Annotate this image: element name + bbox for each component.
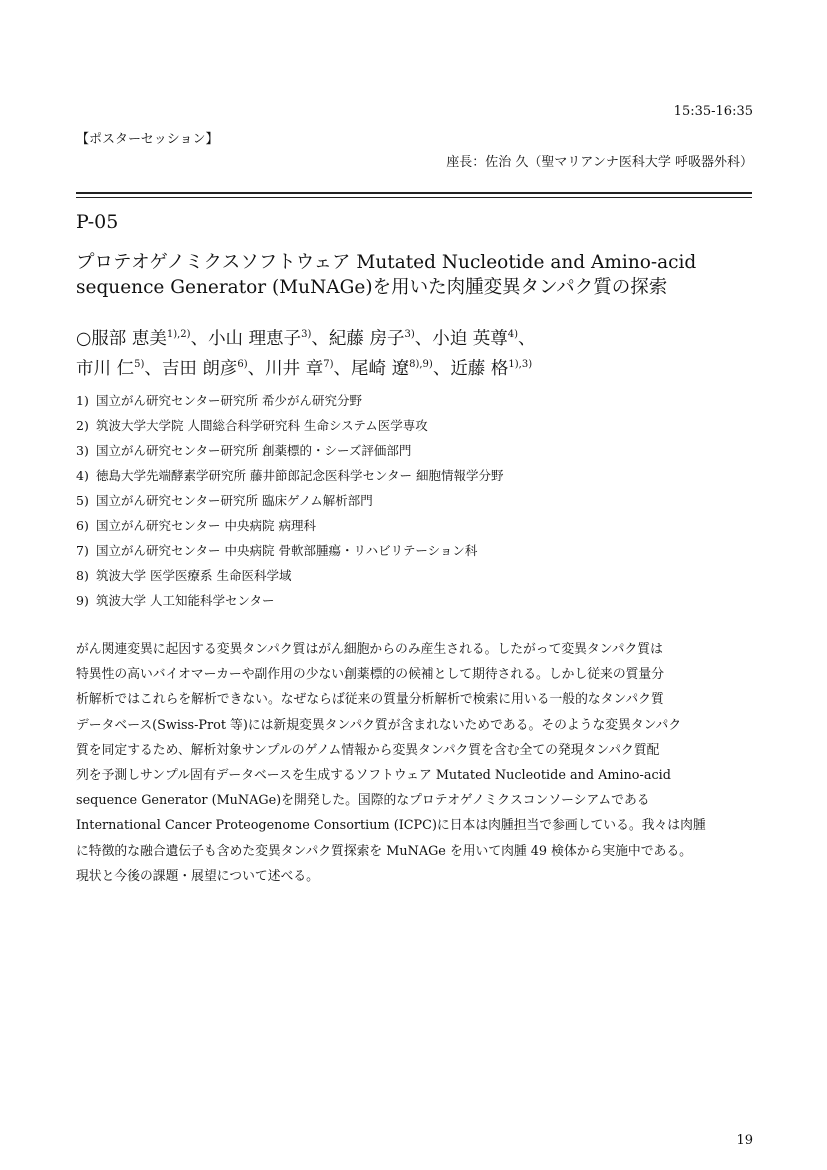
author-affiliation-ref: 4) <box>507 329 519 340</box>
chairperson: 座長：佐治 久（聖マリアンナ医科大学 呼吸器外科） <box>446 155 753 170</box>
affiliation-text: 筑波大学 人工知能科学センター <box>96 593 275 608</box>
affiliation-number: 3) <box>76 443 89 458</box>
affiliation-text: 徳島大学先端酵素学研究所 藤井節郎記念医科学センター 細胞情報学分野 <box>96 468 504 483</box>
author-name: ○服部 恵美 <box>76 329 167 349</box>
author-list <box>76 322 766 382</box>
author-name: 尾崎 遼 <box>351 359 410 379</box>
abstract-line: 質を同定するため、解析対象サンプルのゲノム情報から変異タンパク質を含む全ての発現タンパク質配 <box>76 742 660 758</box>
author-name: 小迫 英尊 <box>432 329 508 349</box>
author-affiliation-ref: 8),9) <box>409 359 433 370</box>
abstract-line: sequence Generator (MuNAGe)を開発した。国際的なプロテオゲノミクスコンソーシアムである <box>76 793 650 809</box>
affiliation-item <box>76 388 503 413</box>
affiliation-number: 5) <box>76 493 89 508</box>
abstract-line: データベース(Swiss-Prot 等)には新規変異タンパク質が含まれないためである。そのような変異タンパク <box>76 717 682 733</box>
affiliation-item <box>76 438 503 463</box>
author-line <box>76 352 766 382</box>
author-affiliation-ref: 3) <box>404 329 415 340</box>
abstract-line: 析解析ではこれらを解析できない。なぜならば従来の質量分析解析で検索に用いる一般的なタンパク質 <box>76 692 664 708</box>
author-separator: 、 <box>414 329 433 349</box>
session-title: 【ポスターセッション】 <box>76 132 219 147</box>
affiliation-text: 筑波大学大学院 人間総合科学研究科 生命システム医学専攻 <box>96 418 428 433</box>
affiliation-item <box>76 488 503 513</box>
session-time: 15:35-16:35 <box>673 104 753 119</box>
affiliation-item <box>76 538 503 563</box>
author-separator: 、 <box>333 359 352 379</box>
author-affiliation-ref: 1),2) <box>166 329 191 340</box>
abstract-line: 現状と今後の課題・展望について述べる。 <box>76 868 319 884</box>
author-separator: 、 <box>311 329 329 349</box>
affiliation-list <box>76 388 503 613</box>
author-affiliation-ref: 6) <box>237 359 248 370</box>
affiliation-number: 7) <box>76 543 89 558</box>
affiliation-item <box>76 463 503 488</box>
affiliation-text: 国立がん研究センター 中央病院 病理科 <box>96 518 316 533</box>
abstract-line: 列を予測しサンプル固有データベースを生成するソフトウェア Mutated Nucleotide and Amino-acid <box>76 767 671 783</box>
author-separator: 、 <box>432 359 451 379</box>
abstract-line: がん関連変異に起因する変異タンパク質はがん細胞からのみ産生される。したがって変異タンパク質は <box>76 642 663 657</box>
affiliation-number: 2) <box>76 418 89 433</box>
author-name: 紀藤 房子 <box>328 329 405 349</box>
affiliation-item <box>76 513 503 538</box>
affiliation-item <box>76 563 503 588</box>
author-separator: 、 <box>518 329 536 349</box>
author-name: 市川 仁 <box>76 359 135 379</box>
author-separator: 、 <box>144 359 162 379</box>
author-line <box>76 322 766 352</box>
affiliation-item <box>76 588 503 613</box>
abstract-line: に特徴的な融合遺伝子も含めた変異タンパク質探索を MuNAGe を用いて肉腫 49 検体から実施中である。 <box>76 843 692 859</box>
author-affiliation-ref: 7) <box>323 359 334 370</box>
page-number: 19 <box>736 1133 753 1148</box>
abstract-line: International Cancer Proteogenome Consortium (ICPC)に日本は肉腫担当で参画している。我々は肉腫 <box>76 818 706 834</box>
author-name: 吉田 朗彦 <box>161 359 238 379</box>
abstract-body <box>76 637 706 889</box>
author-name: 近藤 格 <box>450 359 509 379</box>
author-affiliation-ref: 1),3) <box>508 359 533 370</box>
divider-thick <box>76 192 752 194</box>
author-affiliation-ref: 3) <box>301 329 312 340</box>
author-separator: 、 <box>190 329 209 349</box>
affiliation-number: 4) <box>76 468 89 483</box>
affiliation-item <box>76 413 503 438</box>
affiliation-text: 国立がん研究センター 中央病院 骨軟部腫瘍・リハビリテーション科 <box>96 543 478 558</box>
affiliation-text: 国立がん研究センター研究所 臨床ゲノム解析部門 <box>96 493 373 508</box>
author-name: 小山 理恵子 <box>208 329 302 349</box>
affiliation-text: 国立がん研究センター研究所 創薬標的・シーズ評価部門 <box>96 443 412 458</box>
author-name: 川井 章 <box>265 359 324 379</box>
divider-thin <box>76 197 752 198</box>
title-line: プロテオゲノミクスソフトウェア Mutated Nucleotide and Amino-acid <box>76 252 697 273</box>
author-affiliation-ref: 5) <box>134 359 145 370</box>
abstract-line: 特異性の高いバイオマーカーや副作用の少ない創薬標的の候補として期待される。しかし従来の質量分 <box>76 667 665 683</box>
poster-title <box>76 250 756 300</box>
poster-code: P-05 <box>76 211 119 233</box>
affiliation-number: 8) <box>76 568 89 583</box>
affiliation-number: 1) <box>76 393 89 408</box>
title-line: sequence Generator (MuNAGe)を用いた肉腫変異タンパク質の探索 <box>76 277 668 298</box>
author-separator: 、 <box>247 359 266 379</box>
affiliation-text: 国立がん研究センター研究所 希少がん研究分野 <box>96 393 362 408</box>
affiliation-number: 9) <box>76 593 89 608</box>
affiliation-text: 筑波大学 医学医療系 生命医科学域 <box>96 568 292 583</box>
affiliation-number: 6) <box>76 518 89 533</box>
